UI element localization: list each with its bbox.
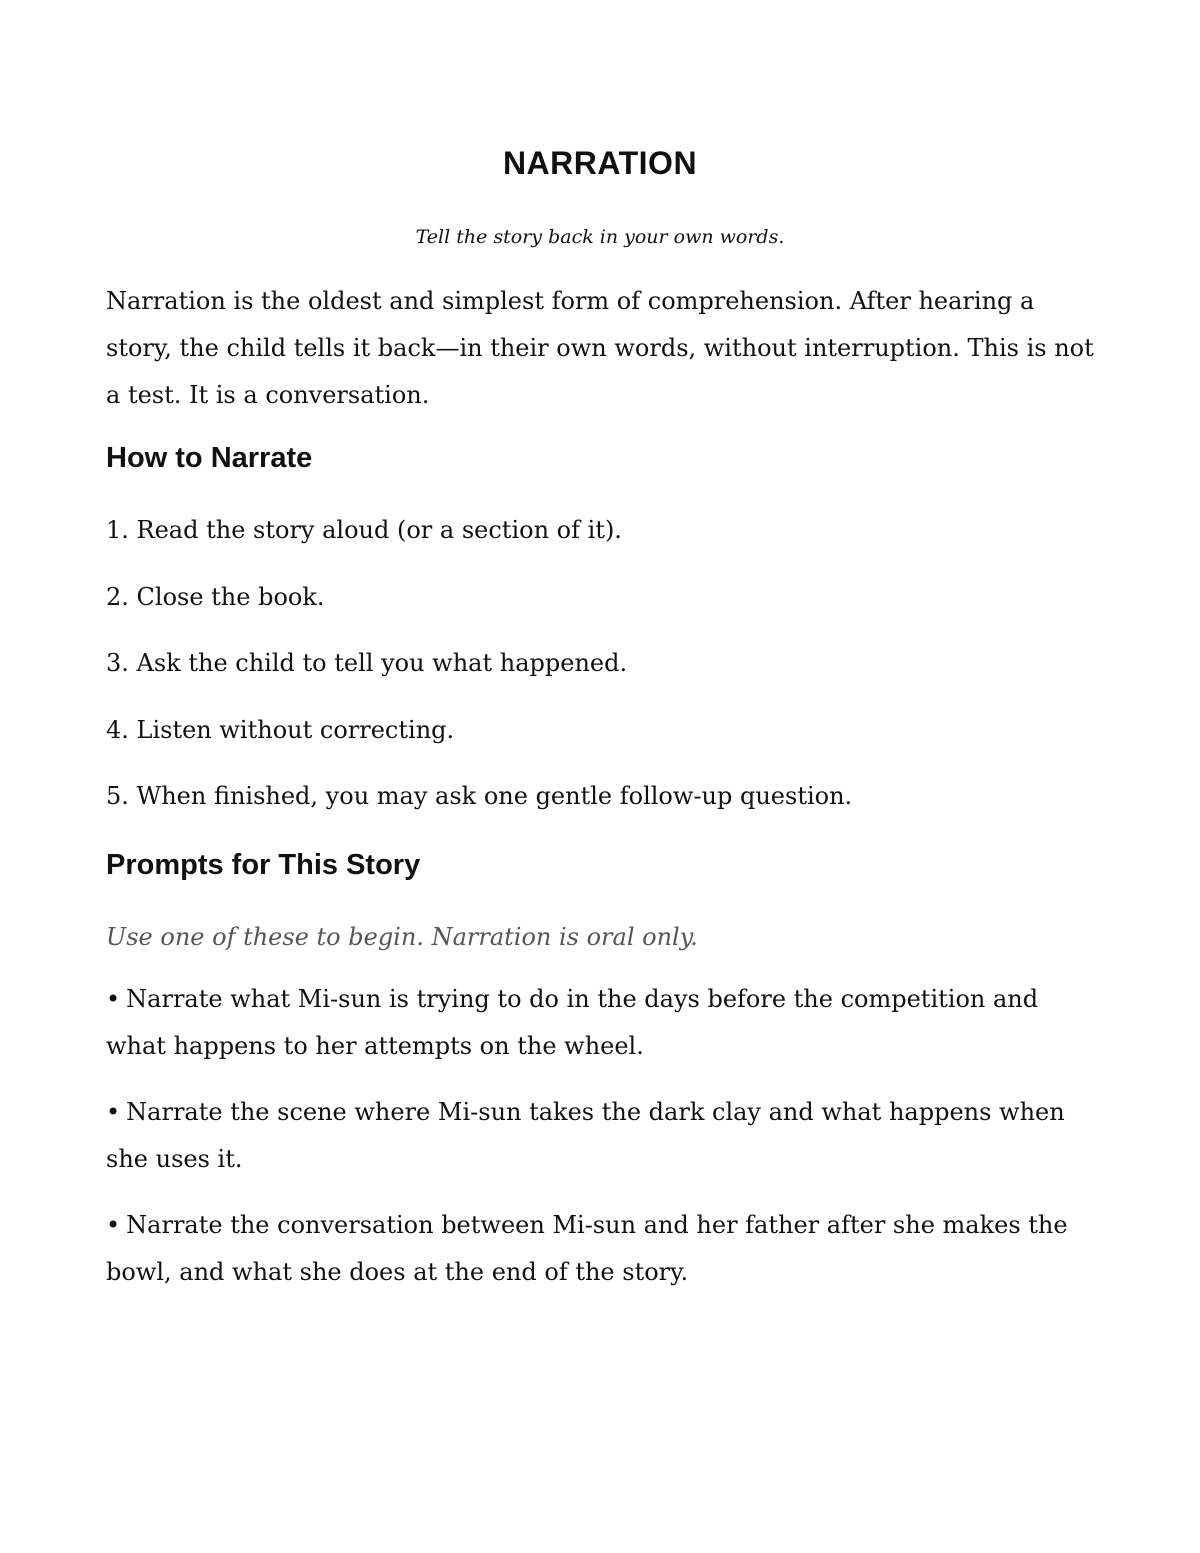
intro-paragraph: Narration is the oldest and simplest form of comprehension. After hearing a story, the child tells it back—in their own words, without interruption. This is not a test. It is a conversation.: [106, 287, 1094, 409]
prompt-text: Narrate what Mi-sun is trying to do in the days before the competition and what happens to her attempts on the wheel.: [106, 985, 1039, 1060]
prompt-item: [106, 1202, 1096, 1296]
page-subtitle: Tell the story back in your own words.: [415, 226, 785, 248]
prompts-list: [106, 976, 1096, 1315]
prompts-heading: Prompts for This Story: [106, 849, 421, 881]
prompt-text: Narrate the scene where Mi-sun takes the dark clay and what happens when she uses it.: [106, 1098, 1065, 1173]
step-item: 3. Ask the child to tell you what happened.: [106, 649, 628, 677]
prompts-note: Use one of these to begin. Narration is oral only.: [106, 923, 698, 951]
how-to-heading: How to Narrate: [106, 442, 313, 474]
bullet-icon: •: [106, 1211, 121, 1239]
prompt-text: Narrate the conversation between Mi-sun and her father after she makes the bowl, and what she does at the end of the story.: [106, 1211, 1068, 1286]
bullet-icon: •: [106, 1098, 121, 1126]
step-item: 5. When finished, you may ask one gentle follow-up question.: [106, 782, 853, 810]
step-item: 2. Close the book.: [106, 582, 325, 611]
step-item: 1. Read the story aloud (or a section of it).: [106, 516, 622, 544]
prompt-item: [106, 976, 1096, 1070]
bullet-icon: •: [106, 985, 121, 1013]
step-item: 4. Listen without correcting.: [106, 715, 455, 744]
steps-list: [106, 512, 1096, 845]
page-title: NARRATION: [502, 145, 698, 181]
prompt-item: [106, 1089, 1096, 1183]
